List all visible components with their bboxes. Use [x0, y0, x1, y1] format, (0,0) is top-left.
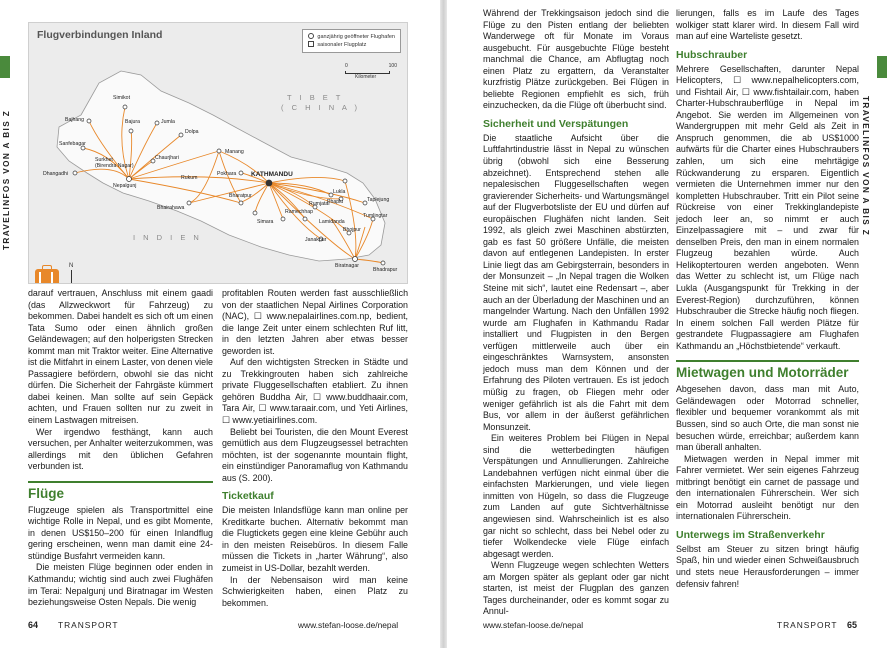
city-phaplu: Phaplu	[327, 199, 344, 205]
city-simara: Simara	[257, 219, 274, 225]
city-bhojpur: Bhojpur	[343, 227, 361, 233]
square-icon	[308, 41, 314, 47]
city-lamidanda: Lamidanda	[319, 219, 345, 225]
paragraph: Während der Trekkingsaison jedoch sind die Flüge zu den Pisten entlang der beliebten Wanderwege oft für Monate im Voraus ausgebucht. Für ausgebuchte Flüge besteht manchmal die Chance, am Abflugtag noch einen Platz zu ergattern, da Veranstalter kurzfristig Plätze zurückgeben. Bei Flügen in beliebte Regionen empfiehlt es sich, früh einzuchecken, da die Flüge oft überbucht sind.	[483, 8, 669, 111]
scale-bar: 0 100 Kilometer	[345, 63, 397, 80]
section-tab-marker	[0, 56, 10, 78]
legend-item-year-round: ganzjährig geöffneter Flughafen	[308, 33, 395, 41]
city-bajhang: Bajhang	[65, 117, 85, 123]
city-bajura: Bajura	[125, 119, 140, 125]
city-kathmandu: KATHMANDU	[251, 171, 293, 178]
paragraph: Flugzeuge spielen als Transportmittel eine wichtige Rolle in Nepal, und es gibt Momente, in denen US$150–200 für einen Inlandflug gering erscheinen, wenn man damit eine 24-stündige Busfahrt vermeiden kann.	[28, 504, 213, 561]
city-tumlingtar: Tumlingtar	[363, 213, 388, 219]
region-indien: I N D I E N	[133, 233, 202, 242]
paragraph: Die staatliche Aufsicht über die Luftfahrtindustrie lässt in Nepal zu wünschen übrig (obwohl sich eine Besserung abzeichnet). Entsprechend stehen alle nepalesischen Fluggesellschaften wegen gravierender Sicherheits- und Wartungsmängel auf der Flugverbotsliste der EU und dürfen auf europäischen Flughäfen nicht landen. Seit 1992, als gleich zwei Maschinen abstürzten, gab es fast 50 größere Unfälle, die meisten davon auf entlegenen Landepisten. In erster Linie liegt das am Gebirgsterrain, besonders in der Monsunzeit – „In Nepal tragen die Wolken Steine mit sich“, lautet eine Redensart –, aber auch an der Überladung der Maschinen und an mangelnder Wartung. Nach den Unfällen 1992 wurde am Flughafen in Kathmandu Radar installiert und Flugpisten in den Bergen verfügen mittlerweile auch über ein eingeschränktes Warnsystem, ansonsten jedoch muss man dem Können und der Erfahrung des Piloten vertrauen. Es ist jedoch müßig zu fragen, ob Fliegen mehr oder weniger gefährlich ist als die Fahrt mit dem Bus, vor allem in der äußerst gefährlichen Monsunzeit.	[483, 132, 669, 432]
city-ramechhap: Ramechhap	[285, 209, 313, 215]
paragraph: In der Nebensaison wird man keine Schwierigkeiten haben, einen Platz zu bekommen.	[222, 574, 408, 608]
footer-section-left: TRANSPORT	[58, 620, 119, 630]
north-arrow-icon: N	[69, 263, 73, 284]
footer-url-left: www.stefan-loose.de/nepal	[298, 620, 399, 630]
heading-mietwagen: Mietwagen und Motorräder	[676, 360, 859, 380]
paragraph: Mehrere Gesellschaften, darunter Nepal Helicopters, ☐ www.nepalhelicopters.com, und Fishtail Air, ☐ www.fishtailair.com, haben Charter-Hubschrauberflüge in Nepal im Angebot. Sie werden im Allgemeinen von Wandergruppen mit mehr Geld als Zeit in Anspruch genommen, die ab US$1000 aufwärts für die Charter eines Hubschraubers zahlen, um sich eine mehrtägige Rückwanderung zu ersparen. Eigentlich vermieten die Unternehmen immer nur den kompletten Hubschrauber. Tritt ein Pilot seine Rückreise von einer Trekkinglandepiste jedoch leer an, so nimmt er auch Einzelpassagiere mit – und zwar für denselben Preis, den man in einem normalen Flugzeug bezahlen würde. Auch Helikoptertouren werden angeboten. Wenn das Wetter zu schlecht ist, um Flüge nach Lukla (Ausgangspunkt für Trekking in der Everest-Region) durchzuführen, können Hubschrauber die Strecke häufig noch fliegen. In einem solchen Fall werden Plätze für gestrandete Flugpassagiere am Flughafen Kathmandu an „Höchstbietende“ verkauft.	[676, 63, 859, 351]
heading-hubschrauber: Hubschrauber	[676, 48, 748, 61]
paragraph: Ein weiteres Problem bei Flügen in Nepal sind die wetterbedingten häufigen Verspätungen und Annullierungen. Zahlreiche Landebahnen verfügen nicht einmal über die einfachsten Markierungen, und viele liegen inmitten von Hügeln, so dass die Flugzeuge zum Landen auf gute Sichtverhältnisse angewiesen sind. Wahrscheinlich ist es also gar nicht so schlecht, dass bei Nebel oder zu tiefer Wolkendecke viele Flüge einfach abgesagt werden.	[483, 433, 669, 559]
side-running-label: TRAVELINFOS VON A BIS Z	[861, 96, 870, 237]
paragraph: profitablen Routen werden fast ausschließlich von der staatlichen Nepal Airlines Corporation (NAC), ☐ www.nepalairlines.com.np, bedient, die lange Zeit unter einem schlechten Ruf litt, in den letzten Jahren aber etwas besser geworden ist.	[222, 288, 408, 356]
right-column-2	[676, 8, 859, 590]
heading-sicherheit: Sicherheit und Verspätungen	[483, 117, 629, 130]
city-taplejung: Taplejung	[367, 197, 390, 203]
heading-verkehr: Unterwegs im Straßenverkehr	[676, 528, 825, 541]
page-number-left: 64	[28, 620, 39, 630]
heading-ticketkauf: Ticketkauf	[222, 490, 274, 503]
footer-section-right: TRANSPORT	[777, 620, 838, 630]
city-bhairahawa: Bhairahawa	[157, 205, 185, 211]
suitcase-icon	[35, 269, 59, 284]
circle-icon	[308, 33, 314, 39]
paragraph: Selbst am Steuer zu sitzen bringt häufig Spaß, hin und wieder einen Schweißausbruch und stets neue Herausforderungen – immer defensiv fahren!	[676, 543, 859, 589]
paragraph: Beliebt bei Touristen, die den Mount Everest gemütlich aus dem Flugzeugsessel betrachten möchten, ist der sogenannte mountain flight, ein einstündiger Panoramaflug von Kathmandu aus (S. 200).	[222, 426, 408, 483]
paragraph: Auf den wichtigsten Strecken in Städte und zu Trekkingrouten haben sich zahlreiche private Fluggesellschaften etabliert. Zu ihnen gehören Buddha Air, ☐ www.buddhaair.com, Tara Air, ☐ www.taraair.com, und Yeti Airlines, ☐ www.yetiairlines.com.	[222, 357, 408, 426]
paragraph: Wenn Flugzeuge wegen schlechten Wetters am Morgen später als geplant oder gar nicht starten, ist meist der Flugplan des ganzen Tages durcheinander, oder es kommt sogar zu Annul-	[483, 560, 669, 617]
side-running-label: TRAVELINFOS VON A BIS Z	[2, 109, 11, 250]
city-surkhet: Surkhet (Birendra Nagar)	[95, 157, 134, 169]
city-dhangadhi: Dhangadhi	[43, 171, 69, 177]
flight-route-map	[28, 22, 408, 284]
city-sanfebagar: Sanfebagar	[59, 141, 86, 147]
city-dolpa: Dolpa	[185, 129, 199, 135]
paragraph: Die meisten Inlandsflüge kann man online per Kreditkarte buchen. Alternativ bekommt man die Flugtickets gegen eine kleine Gebühr auch in den meisten Reisebüros. In diesem Falle müssen die Tickets in „harter Währung“, also zumeist in US-Dollar, bezahlt werden.	[222, 505, 408, 574]
city-nepalgunj: Nepalgunj	[113, 183, 137, 189]
map-title: Flugverbindungen Inland	[37, 29, 163, 41]
city-lukla: Lukla	[333, 189, 346, 195]
book-gutter	[440, 0, 447, 648]
page-number-right: 65	[847, 620, 858, 630]
city-bhadrapur: Bhadrapur	[373, 267, 398, 273]
city-janakpur: Janakpur	[305, 237, 327, 243]
paragraph: darauf vertrauen, Anschluss mit einem gaadi (das Allzweckwort für Fahrzeug) zu bekommen. Dabei handelt es sich oft um einen Tata Sumo oder einen ähnlich großen Geländewagen; auf den holperigsten Strecken kommt man mit Traktor weiter. Eine Alternative ist die Mitfahrt in einem Laster, von denen viele Passagiere befördern, obwohl sie das nicht dürfen. Die Sicherheit der Fahrgäste kümmert dabei keinen. Man sollte auf sein Gepäck achten, und Frauen sollten nur zu zweit in einem Lastwagen mitreisen.	[28, 288, 214, 426]
city-bharatpur: Bharatpur	[229, 193, 252, 199]
left-column-1	[28, 288, 213, 609]
city-manang: Manang	[225, 149, 244, 155]
map-legend	[302, 29, 401, 53]
region-china: ( C H I N A )	[281, 103, 361, 112]
city-biratnagar: Biratnagar	[335, 263, 359, 269]
right-column-1	[483, 8, 669, 618]
paragraph: Mietwagen werden in Nepal immer mit Fahrer vermietet. Wer sein eigenes Fahrzeug mitbringt benötigt ein carnet de passage und den internationalen Führerschein. Wer sich ein Motorrad ausleiht benötigt nur den internationalen Führerschein.	[676, 453, 859, 522]
legend-item-seasonal: saisonaler Flugplatz	[308, 41, 395, 49]
paragraph: Die meisten Flüge beginnen oder enden in Kathmandu; wichtig sind auch zwei Flughäfen im Terai: Nepalgunj und Biratnagar im Westen beziehungsweise Osten Nepals. Die wenig	[28, 562, 213, 608]
city-chaurjhari: Chaurjhari	[155, 155, 179, 161]
city-simikot: Simikot	[113, 95, 131, 101]
section-tab-marker	[877, 56, 887, 78]
right-page	[447, 0, 887, 648]
footer-url-right: www.stefan-loose.de/nepal	[483, 620, 584, 630]
city-pokhara: Pokhara	[217, 171, 237, 177]
paragraph: Wer irgendwo festhängt, kann auch versuchen, per Anhalter weiterzukommen, was allerdings mit den üblichen Gefahren verbunden ist.	[28, 426, 213, 472]
paragraph: Abgesehen davon, dass man mit Auto, Geländewagen oder Motorrad schneller, flexibler und bequemer vorankommt als mit Bussen, sind so auch Orte, die man sonst nie besuchen würde, erreichbar; außerdem kann man überall anhalten.	[676, 384, 859, 453]
left-column-2	[222, 288, 408, 609]
region-tibet: T I B E T	[287, 93, 344, 102]
paragraph: lierungen, falls es im Laufe des Tages wolkiger statt klarer wird. In diesem Fall wird man auf eine Warteliste gesetzt.	[676, 8, 859, 42]
city-rumjatar: Rumjatar	[309, 201, 331, 207]
heading-fluege: Flüge	[28, 481, 213, 501]
left-page	[0, 0, 440, 648]
city-jumla: Jumla	[161, 119, 175, 125]
city-rukum: Rukum	[181, 175, 198, 181]
